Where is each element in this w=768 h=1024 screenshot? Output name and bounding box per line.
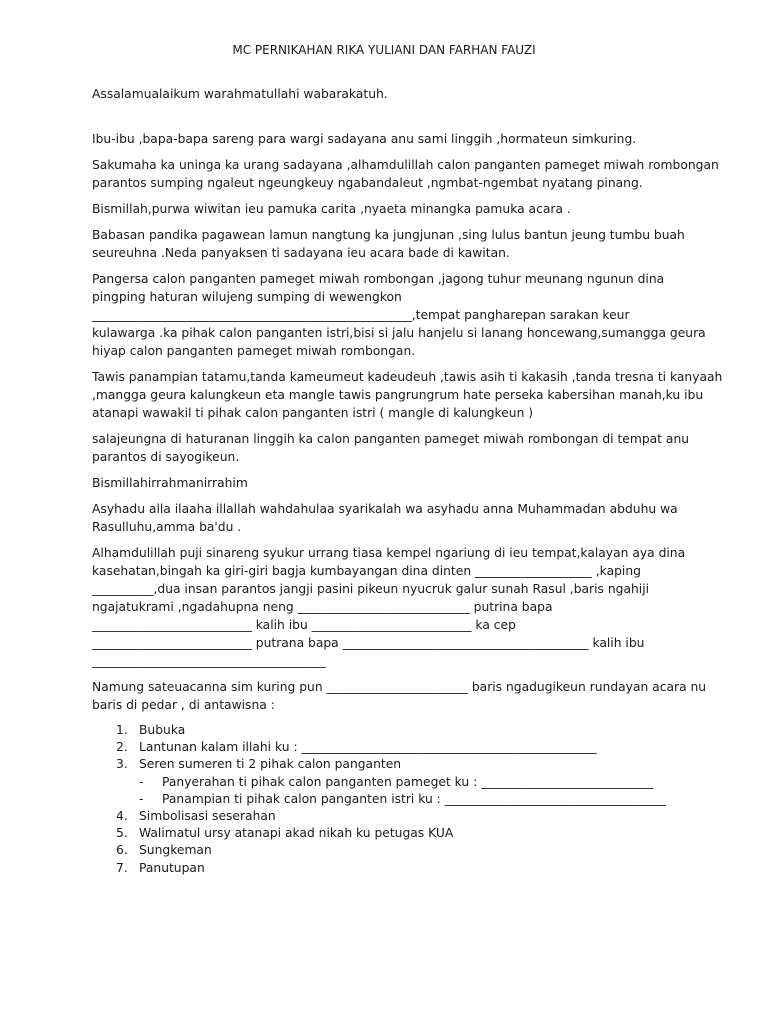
agenda-item [92, 722, 768, 739]
body-paragraph [92, 474, 682, 492]
agenda-label: Simbolisasi seserahan [139, 809, 276, 824]
body-paragraph [92, 200, 682, 218]
agenda-label: Panutupan [139, 860, 205, 875]
agenda-label: Lantunan kalam illahi ku : ________________________________________________ [139, 740, 597, 755]
paragraph-line: Ibu-ibu ,bapa-bapa sareng para wargi sadayana anu sami linggih ,hormateun simkuring. [92, 132, 637, 146]
agenda-sub-label: Panyerahan ti pihak calon panganten pameget ku : ____________________________ [162, 774, 654, 789]
agenda-label: Seren sumeren ti 2 pihak calon panganten [139, 757, 402, 772]
body-paragraphs [92, 130, 768, 714]
paragraph-line: Babasan pandika pagawean lamun nangtung ka jungjunan ,sing lulus bantun jeung tumbu buah [92, 228, 685, 242]
paragraph-line: pingping haturan wilujeng sumping di wewengkon [92, 290, 402, 304]
paragraph-line: Asyhadu alla ilaaha illallah wahdahulaa syarikalah wa asyhadu anna Muhammadan abduhu wa [92, 502, 678, 516]
paragraph-line: ______________________________________ [92, 654, 326, 668]
agenda-item [92, 808, 768, 825]
body-paragraph [92, 270, 706, 360]
agenda-number: 6. [116, 843, 128, 858]
paragraph-line: Rasulluhu,amma ba'du . [92, 520, 242, 534]
paragraph-line: Bismillah,purwa wiwitan ieu pamuka carita ,nyaeta minangka pamuka acara . [92, 202, 571, 216]
agenda-list [92, 722, 768, 877]
dash-bullet: - [139, 774, 144, 789]
agenda-sub-item [92, 774, 768, 791]
agenda-item [92, 756, 768, 773]
paragraph-line: baris di pedar , di antawisna : [92, 698, 275, 712]
paragraph-line: Pangersa calon panganten pameget miwah rombongan ,jagong tuhur meunang ngunun dina [92, 272, 665, 286]
paragraph-line: Sakumaha ka uninga ka urang sadayana ,alhamdulillah calon panganten pameget miwah rombongan [92, 158, 719, 172]
body-paragraph [92, 544, 686, 670]
agenda-sub-label: Panampian ti pihak calon panganten istri ku : ____________________________________ [162, 791, 667, 806]
paragraph-line: __________,dua insan parantos jangji pasini pikeun nyucruk galur sunah Rasul ,baris ngahiji [92, 582, 650, 596]
paragraph-line: ,mangga geura kalungkeun eta mangle tawis pangrungrum hate perseka kabersihan manah,ku ibu [92, 388, 704, 402]
paragraph-line: parantos di sayogikeun. [92, 450, 240, 464]
agenda-number: 7. [116, 860, 128, 875]
paragraph-line: kasehatan,bingah ka giri-giri bagja kumbayangan dina dinten ___________________ ,kaping [92, 564, 641, 578]
paragraph-line: __________________________ kalih ibu __________________________ ka cep [92, 618, 516, 632]
paragraph-line: hiyap calon panganten pameget miwah rombongan. [92, 344, 416, 358]
paragraph-line: __________________________ putrana bapa ________________________________________ kalih ibu [92, 636, 645, 650]
paragraph-line: Bismillahirrahmanirrahim [92, 476, 248, 490]
body-paragraph [92, 130, 682, 148]
paragraph-line: parantos sumping ngaleut ngeungkeuy ngabandaleut ,ngmbat-ngembat nyatang pinang. [92, 176, 643, 190]
body-paragraph [92, 226, 685, 262]
agenda-number: 2. [116, 740, 128, 755]
paragraph-line: Alhamdulillah puji sinareng syukur urrang tiasa kempel ngariung di ieu tempat,kalayan aya dina [92, 546, 686, 560]
agenda-label: Bubuka [139, 723, 186, 737]
paragraph-line: ____________________________________________________,tempat pangharepan sarakan keur [92, 308, 630, 322]
paragraph-line: salajeungna di haturanan linggih ka calon panganten pameget miwah rombongan di tempat anu [92, 432, 690, 446]
agenda-sub-list [92, 774, 768, 808]
dash-bullet: - [139, 791, 144, 806]
agenda-number: 3. [116, 757, 128, 772]
body-paragraph [92, 430, 690, 466]
agenda-label: Walimatul ursy atanapi akad nikah ku petugas KUA [139, 826, 454, 841]
agenda-item [92, 739, 768, 756]
paragraph-line: Namung sateuacanna sim kuring pun _______________________ baris ngadugikeun rundayan acara nu [92, 680, 707, 694]
agenda-number: 4. [116, 809, 128, 824]
agenda-item [92, 842, 768, 859]
body-paragraph [92, 156, 719, 192]
agenda-number: 1. [116, 723, 128, 737]
paragraph-line: ngajatukrami ,ngadahupna neng ____________________________ putrina bapa [92, 600, 553, 614]
greeting-paragraph: Assalamualaikum warahmatullahi wabarakatuh. [92, 87, 388, 101]
body-paragraph [92, 500, 682, 536]
paragraph-line: kulawarga .ka pihak calon panganten istri,bisi si jalu hanjelu si lanang honcewang,sumangga geura [92, 326, 706, 340]
agenda-item [92, 860, 768, 877]
agenda-sub-item [92, 791, 768, 808]
body-paragraph [92, 678, 707, 714]
paragraph-line: seureuhna .Neda panyaksen ti sadayana ieu acara bade di kawitan. [92, 246, 510, 260]
paragraph-line: atanapi wawakil ti pihak calon panganten istri ( mangle di kalungkeun ) [92, 406, 534, 420]
agenda-item [92, 825, 768, 842]
body-paragraph [92, 368, 723, 422]
agenda-number: 5. [116, 826, 128, 841]
document-title: MC PERNIKAHAN RIKA YULIANI DAN FARHAN FAUZI [232, 43, 536, 57]
paragraph-line: Tawis panampian tatamu,tanda kameumeut kadeudeuh ,tawis asih ti kakasih ,tanda tresna ti kanyaah [92, 370, 723, 384]
agenda-label: Sungkeman [139, 843, 212, 858]
